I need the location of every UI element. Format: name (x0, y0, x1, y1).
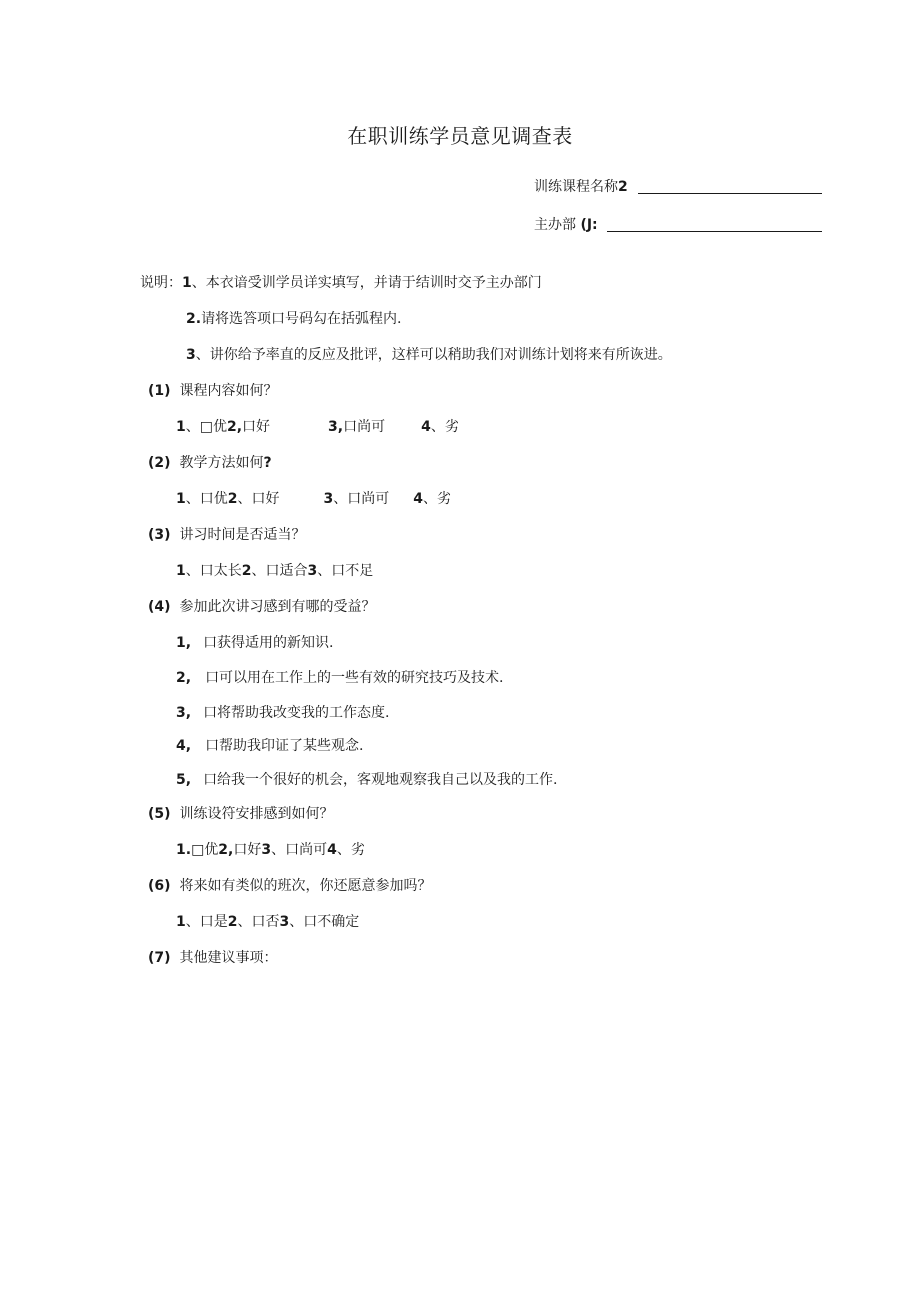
question-6 (148, 877, 431, 895)
option-num: 2 (241, 563, 252, 579)
option-num: 4 (413, 491, 423, 507)
option-fair[interactable]: 、口尚可 (333, 491, 390, 507)
instructions-prefix: 说明： (140, 275, 182, 291)
option-no[interactable]: 、口否 (237, 914, 280, 930)
question-1-options (176, 418, 459, 436)
organizer-field (534, 214, 598, 234)
option-num: 4 (327, 842, 337, 858)
question-4-item-3[interactable] (176, 704, 390, 722)
question-2-options (176, 490, 451, 508)
option-num: 1 (176, 914, 186, 930)
question-num: (3) (148, 527, 171, 543)
course-name-label: 训练课程名称 (534, 179, 618, 195)
option-num: 2 (227, 491, 238, 507)
option-unsure[interactable]: 、口不确定 (289, 914, 360, 930)
option-num: 3, (328, 419, 344, 435)
option-num: 3 (307, 563, 318, 579)
option-fair[interactable]: 、口尚可 (271, 842, 328, 858)
question-1 (148, 382, 277, 400)
option-text: 口获得适用的新知识. (203, 635, 334, 651)
question-3 (148, 526, 305, 544)
option-text: 口将帮助我改变我的工作态度. (203, 705, 390, 721)
instruction-num: 2. (186, 311, 202, 327)
option-num: 3 (261, 842, 272, 858)
question-7 (148, 949, 277, 967)
option-num: 1 (176, 563, 186, 579)
question-num: (7) (148, 950, 171, 966)
instruction-num: 1 (182, 275, 192, 291)
option-poor[interactable]: 、劣 (430, 419, 459, 435)
option-num: 2, (218, 842, 234, 858)
question-text: 课程内容如何？ (179, 383, 278, 399)
instruction-text: 、本衣谙受训学员详实填写，并请于结训时交予主办部门 (191, 275, 542, 291)
question-text: 教学方法如何 (179, 455, 264, 471)
option-yes[interactable]: 、口是 (185, 914, 228, 930)
option-text: 口帮助我印证了某些观念. (205, 738, 364, 754)
option-excellent[interactable]: 、□优 (185, 419, 227, 435)
option-excellent[interactable]: 、口优 (185, 491, 228, 507)
organizer-suffix: (J: (580, 217, 598, 233)
question-4-item-5[interactable] (176, 771, 558, 789)
question-4-item-2[interactable] (176, 669, 504, 687)
page-title: 在职训练学员意见调查表 (347, 124, 573, 148)
question-num: (2) (148, 455, 171, 471)
option-num: 4 (421, 419, 431, 435)
question-6-options (176, 913, 359, 931)
option-good[interactable]: 口好 (242, 419, 271, 435)
question-4-item-1[interactable] (176, 634, 334, 652)
question-text-tail: ? (263, 455, 272, 471)
instruction-text: 请将选答项口号码勾在括弧程内. (201, 311, 402, 327)
option-fair[interactable]: 口尚可 (343, 419, 386, 435)
question-text: 讲习时间是否适当？ (179, 527, 306, 543)
option-good[interactable]: 、口好 (237, 491, 280, 507)
option-good[interactable]: 口好 (233, 842, 262, 858)
instruction-num: 3 (186, 347, 196, 363)
option-num: 4, (176, 738, 192, 754)
question-num: (5) (148, 806, 171, 822)
option-excellent[interactable]: □优 (191, 842, 219, 858)
option-num: 5, (176, 772, 192, 788)
question-5-options (176, 841, 365, 859)
question-text: 将来如有类似的班次，你还愿意参加吗？ (179, 878, 432, 894)
option-num: 1 (176, 491, 186, 507)
question-3-options (176, 562, 373, 580)
option-poor[interactable]: 、劣 (423, 491, 451, 507)
organizer-blank[interactable] (607, 231, 822, 232)
option-too-long[interactable]: 、口太长 (185, 563, 242, 579)
course-name-suffix: 2 (618, 179, 628, 195)
question-text: 其他建议事项： (179, 950, 278, 966)
option-num: 1. (176, 842, 192, 858)
option-num: 2 (227, 914, 238, 930)
option-insufficient[interactable]: 、口不足 (317, 563, 374, 579)
question-2 (148, 454, 272, 472)
question-num: (4) (148, 599, 171, 615)
course-name-blank[interactable] (638, 193, 822, 194)
course-name-field (534, 176, 628, 196)
instruction-2 (186, 310, 402, 328)
option-num: 1 (176, 419, 186, 435)
instruction-text: 、讲你给予率直的反应及批评，这样可以稍助我们对训练计划将来有所诙进。 (195, 347, 672, 363)
question-num: (1) (148, 383, 171, 399)
option-suitable[interactable]: 、口适合 (251, 563, 308, 579)
question-5 (148, 805, 333, 823)
option-text: 口给我一个很好的机会，客观地观察我自己以及我的工作. (203, 772, 558, 788)
question-4-item-4[interactable] (176, 737, 364, 755)
option-num: 1, (176, 635, 192, 651)
option-poor[interactable]: 、劣 (336, 842, 365, 858)
question-4 (148, 598, 375, 616)
question-num: (6) (148, 878, 171, 894)
option-num: 3 (323, 491, 334, 507)
option-num: 3 (279, 914, 290, 930)
instruction-3 (186, 346, 672, 364)
instruction-1 (140, 274, 542, 292)
organizer-label: 主办部 (534, 217, 576, 233)
option-num: 2, (176, 670, 192, 686)
question-text: 训练设符安排感到如何？ (179, 806, 334, 822)
question-text: 参加此次讲习感到有哪的受益？ (179, 599, 376, 615)
option-num: 2, (226, 419, 243, 435)
option-num: 3, (176, 705, 192, 721)
option-text: 口可以用在工作上的一些有效的研究技巧及技术. (205, 670, 504, 686)
suggestions-area[interactable] (176, 980, 822, 1100)
